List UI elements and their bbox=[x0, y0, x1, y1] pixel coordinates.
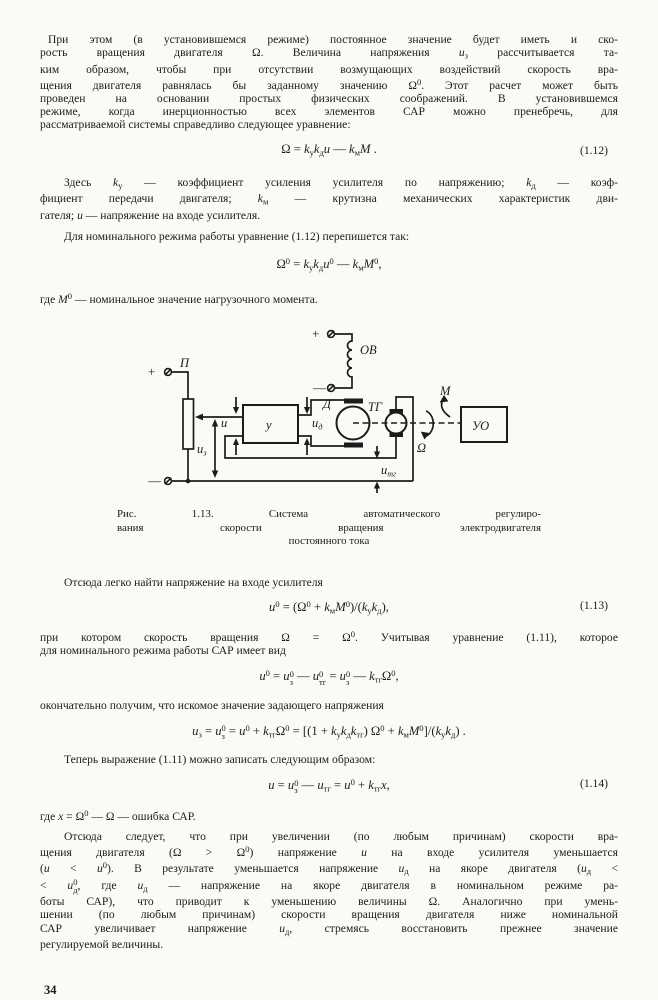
page-number: 34 bbox=[44, 983, 57, 998]
paragraph-now-expression bbox=[40, 753, 618, 766]
wiper-arrowhead bbox=[195, 414, 203, 421]
paragraph-conclusion bbox=[40, 830, 618, 951]
text-line: рость вращения двигателя Ω. Величина напряжения $u_з$ рассчитывается та- bbox=[40, 46, 618, 61]
potentiometer-body bbox=[183, 399, 194, 449]
field-plus-sign: + bbox=[312, 326, 320, 342]
equation-1-12 bbox=[40, 142, 618, 160]
equation-body: $\Omega^0 = k_уk_дu^0$ — $k_мM^0$, bbox=[276, 256, 382, 273]
text-line: вания скорости вращения электродвигателя bbox=[117, 521, 541, 534]
u-input-label: u bbox=[221, 416, 228, 431]
equation-body: $u^0 = u0$ з — u0 тг = u0 з — $k_{тг}\Omega^0$, bbox=[259, 668, 399, 687]
paragraph-find-voltage bbox=[40, 576, 618, 589]
paragraph-intro bbox=[40, 33, 618, 131]
moment-label: М bbox=[440, 384, 451, 399]
object-label: УО bbox=[472, 419, 490, 434]
u-set-arrowhead-up bbox=[212, 419, 218, 427]
equation-body: $\Omega = k_уk_дu$ — $k_мM$ . bbox=[281, 142, 377, 158]
potentiometer-label: П bbox=[180, 356, 190, 371]
u-set-arrowhead-down bbox=[212, 471, 218, 479]
text-line: где $M^0$ — номинальное значение нагрузочного момента. bbox=[40, 291, 318, 307]
text-line: фициент передачи двигателя; $k_м$ — крутизна механических характеристик дви- bbox=[40, 192, 618, 207]
equation-body: $u_з = u0$ $з = u^0 + k_{тг}\Omega^0 = [(1 + k_уk_дk_{тг}) \Omega^0 + k_мM^0]/(k_уk_д)$ . bbox=[192, 722, 466, 741]
figure-1-13 bbox=[40, 319, 618, 503]
text-line: рассматриваемой системы справедливо следующее уравнение: bbox=[40, 118, 351, 132]
tachogenerator-label: ТГ bbox=[368, 400, 383, 415]
paragraph-where-m0 bbox=[40, 290, 618, 306]
equation-body: u = u0 з — $u_{тг} = u^0 + k_{тг}x$, bbox=[268, 777, 390, 796]
equation-body: $u^0 = (\Omega^0 + k_мM^0)/(k_уk_д)$, bbox=[269, 599, 389, 616]
equation-uz bbox=[40, 721, 618, 742]
paragraph-considering bbox=[40, 628, 618, 657]
equation-nominal bbox=[40, 254, 618, 275]
text-line: при котором скорость вращения $\Omega = \Omega^0$. Учитывая уравнение (1.11), которое bbox=[40, 629, 618, 645]
text-line: Отсюда легко найти напряжение на входе усилителя bbox=[64, 575, 323, 589]
text-line: < u0 д, где $u_д$ — напряжение на якоре двигателя в номинальном режиме ра- bbox=[40, 877, 619, 895]
u-tg-arrowhead-up bbox=[374, 482, 380, 489]
motor-brush-bottom bbox=[344, 443, 363, 448]
text-line: где $x = \Omega^0$ — Ω — ошибка САР. bbox=[40, 808, 196, 824]
equation-number: (1.13) bbox=[579, 599, 608, 613]
field-winding-label: ОВ bbox=[360, 343, 377, 358]
tacho-brush-top bbox=[390, 409, 404, 414]
amplifier-label: у bbox=[266, 418, 272, 433]
text-line: Здесь $k_у$ — коэффициент усиления усилителя по напряжению; $k_д$ — коэф- bbox=[64, 175, 619, 191]
motor-brush-top bbox=[344, 399, 363, 404]
bus-minus-sign: — bbox=[148, 473, 161, 489]
text-line: боты САР), что приводит к уменьшению величины Ω. Аналогично при умень- bbox=[40, 895, 618, 909]
text-line: щения двигателя $(\Omega > \Omega^0)$ напряжение u на входе усилителя уменьшается bbox=[40, 844, 618, 860]
u-in-arrowhead-up bbox=[233, 438, 239, 445]
text-line: Теперь выражение (1.11) можно записать следующим образом: bbox=[64, 752, 376, 766]
motor-label: Д bbox=[323, 397, 331, 412]
text-line: регулируемой величины. bbox=[40, 938, 164, 952]
spacer bbox=[40, 549, 618, 576]
pot-plus-sign: + bbox=[148, 364, 156, 380]
field-winding-coil bbox=[335, 334, 353, 388]
paragraph-nominal-mode bbox=[40, 230, 618, 243]
text-line: шении (по любым причинам) скорости вращения двигателя ниже номинальной bbox=[40, 908, 618, 922]
equation-number: (1.14) bbox=[579, 777, 608, 791]
text-line: Для номинального режима работы уравнение (1.12) перепишется так: bbox=[64, 229, 410, 243]
equation-1-14 bbox=[40, 775, 618, 796]
u-setpoint-label: $u_з$ bbox=[197, 442, 207, 458]
equation-1-13 bbox=[40, 597, 618, 618]
text-line: для номинального режима работы САР имеет вид bbox=[40, 644, 286, 658]
text-line: гателя; u — напряжение на входе усилителя. bbox=[40, 208, 261, 222]
tacho-brush-bottom bbox=[390, 433, 404, 438]
text-line: Отсюда следует, что при увеличении (по любым причинам) скорости вра- bbox=[64, 830, 618, 844]
text-line: При этом (в установившемся режиме) постоянное значение будет иметь и ско- bbox=[48, 33, 618, 46]
text-line: режиме, когда инерционностью всех элементов САР можно пренебречь, для bbox=[40, 104, 618, 118]
text-line: постоянного тока bbox=[288, 535, 370, 548]
equation-u0 bbox=[40, 666, 618, 687]
paragraph-finally bbox=[40, 699, 618, 712]
circuit-diagram bbox=[148, 319, 520, 501]
field-minus-sign: — bbox=[313, 380, 326, 396]
junction-dot bbox=[186, 479, 191, 484]
text-line: Рис. 1.13. Система автоматического регулиро- bbox=[117, 508, 541, 521]
text-line: окончательно получим, что искомое значение задающего напряжения bbox=[40, 698, 384, 712]
text-line: щения двигателя равнялась бы заданному значению $\Omega^0$. Этот расчет может быть bbox=[40, 76, 618, 92]
u-arm-arrowhead-up bbox=[304, 438, 310, 445]
equation-number: (1.12) bbox=[579, 144, 608, 158]
u-arm-arrowhead-down bbox=[304, 407, 310, 414]
u-tacho-label: $u_{тг}$ bbox=[381, 463, 397, 479]
omega-label: Ω bbox=[417, 441, 427, 456]
u-in-arrowhead-down bbox=[233, 407, 239, 414]
pot-top-wire bbox=[172, 372, 189, 399]
text-line: ким образом, чтобы при отсутствии возмущающих воздействий скорость вра- bbox=[40, 62, 618, 76]
figure-caption bbox=[117, 508, 541, 549]
text-line: проведен на основании простых физических соображений. В установившемся bbox=[40, 91, 618, 105]
paragraph-coefficients bbox=[40, 176, 618, 222]
text-line: $(u < u^0)$. В результате уменьшается напряжение $u_д$ на якоре двигателя ($u_д$ < bbox=[40, 860, 618, 877]
paragraph-error-def bbox=[40, 807, 618, 823]
u-armature-label: $u_д$ bbox=[312, 416, 323, 432]
text-line: САР увеличивает напряжение $u_д$, стремясь восстановить прежнее значение bbox=[40, 921, 618, 936]
